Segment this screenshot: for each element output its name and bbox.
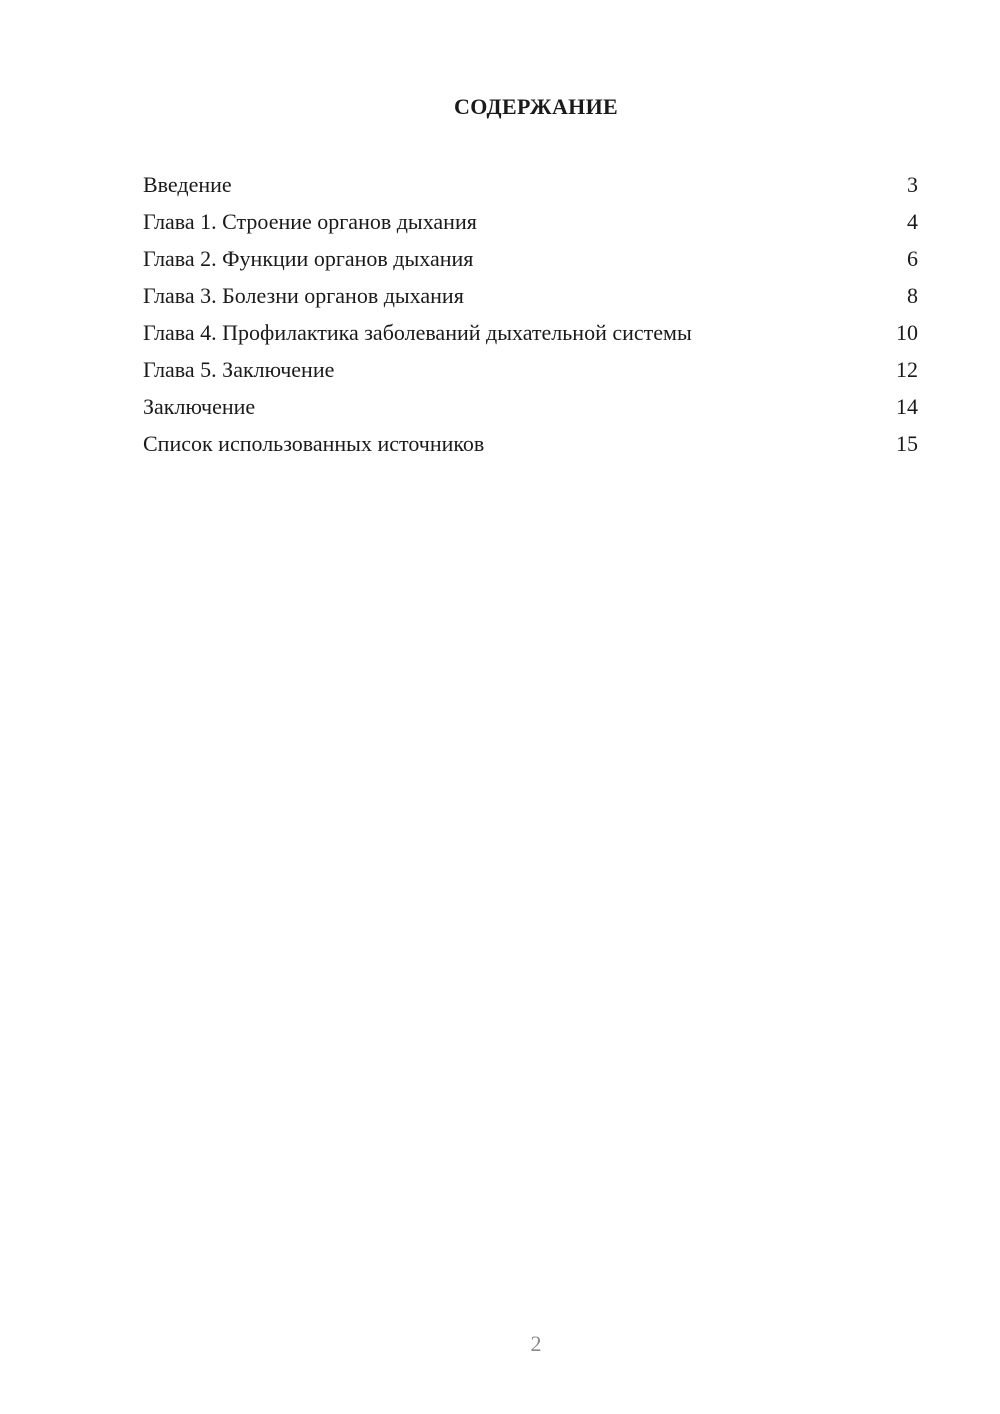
toc-entry-page: 14 [896,394,918,419]
table-of-contents [143,168,918,464]
toc-entry-page: 6 [907,246,918,271]
toc-entry-label: Глава 5. Заключение [143,357,335,382]
toc-entry-chapter-5[interactable] [143,353,918,390]
toc-entry-references[interactable] [143,427,918,464]
toc-entry-label: Введение [143,172,232,197]
toc-entry-label: Глава 2. Функции органов дыхания [143,246,474,271]
toc-entry-chapter-1[interactable] [143,205,918,242]
toc-entry-page: 8 [907,283,918,308]
toc-entry-label: Заключение [143,394,256,419]
page-title: СОДЕРЖАНИЕ [454,94,618,119]
toc-entry-page: 10 [896,320,918,345]
toc-entry-introduction[interactable] [143,168,918,205]
toc-entry-page: 4 [907,209,918,234]
toc-entry-chapter-3[interactable] [143,279,918,316]
toc-entry-label: Глава 3. Болезни органов дыхания [143,283,464,308]
toc-entry-chapter-4[interactable] [143,316,918,353]
toc-entry-label: Список использованных источников [143,431,485,456]
toc-entry-chapter-2[interactable] [143,242,918,279]
toc-entry-page: 15 [896,431,918,456]
toc-entry-page: 12 [896,357,918,382]
toc-entry-label: Глава 4. Профилактика заболеваний дыхательной системы [143,320,692,345]
toc-entry-conclusion[interactable] [143,390,918,427]
toc-entry-page: 3 [907,172,918,197]
toc-entry-label: Глава 1. Строение органов дыхания [143,209,477,234]
page-number: 2 [530,1331,542,1356]
